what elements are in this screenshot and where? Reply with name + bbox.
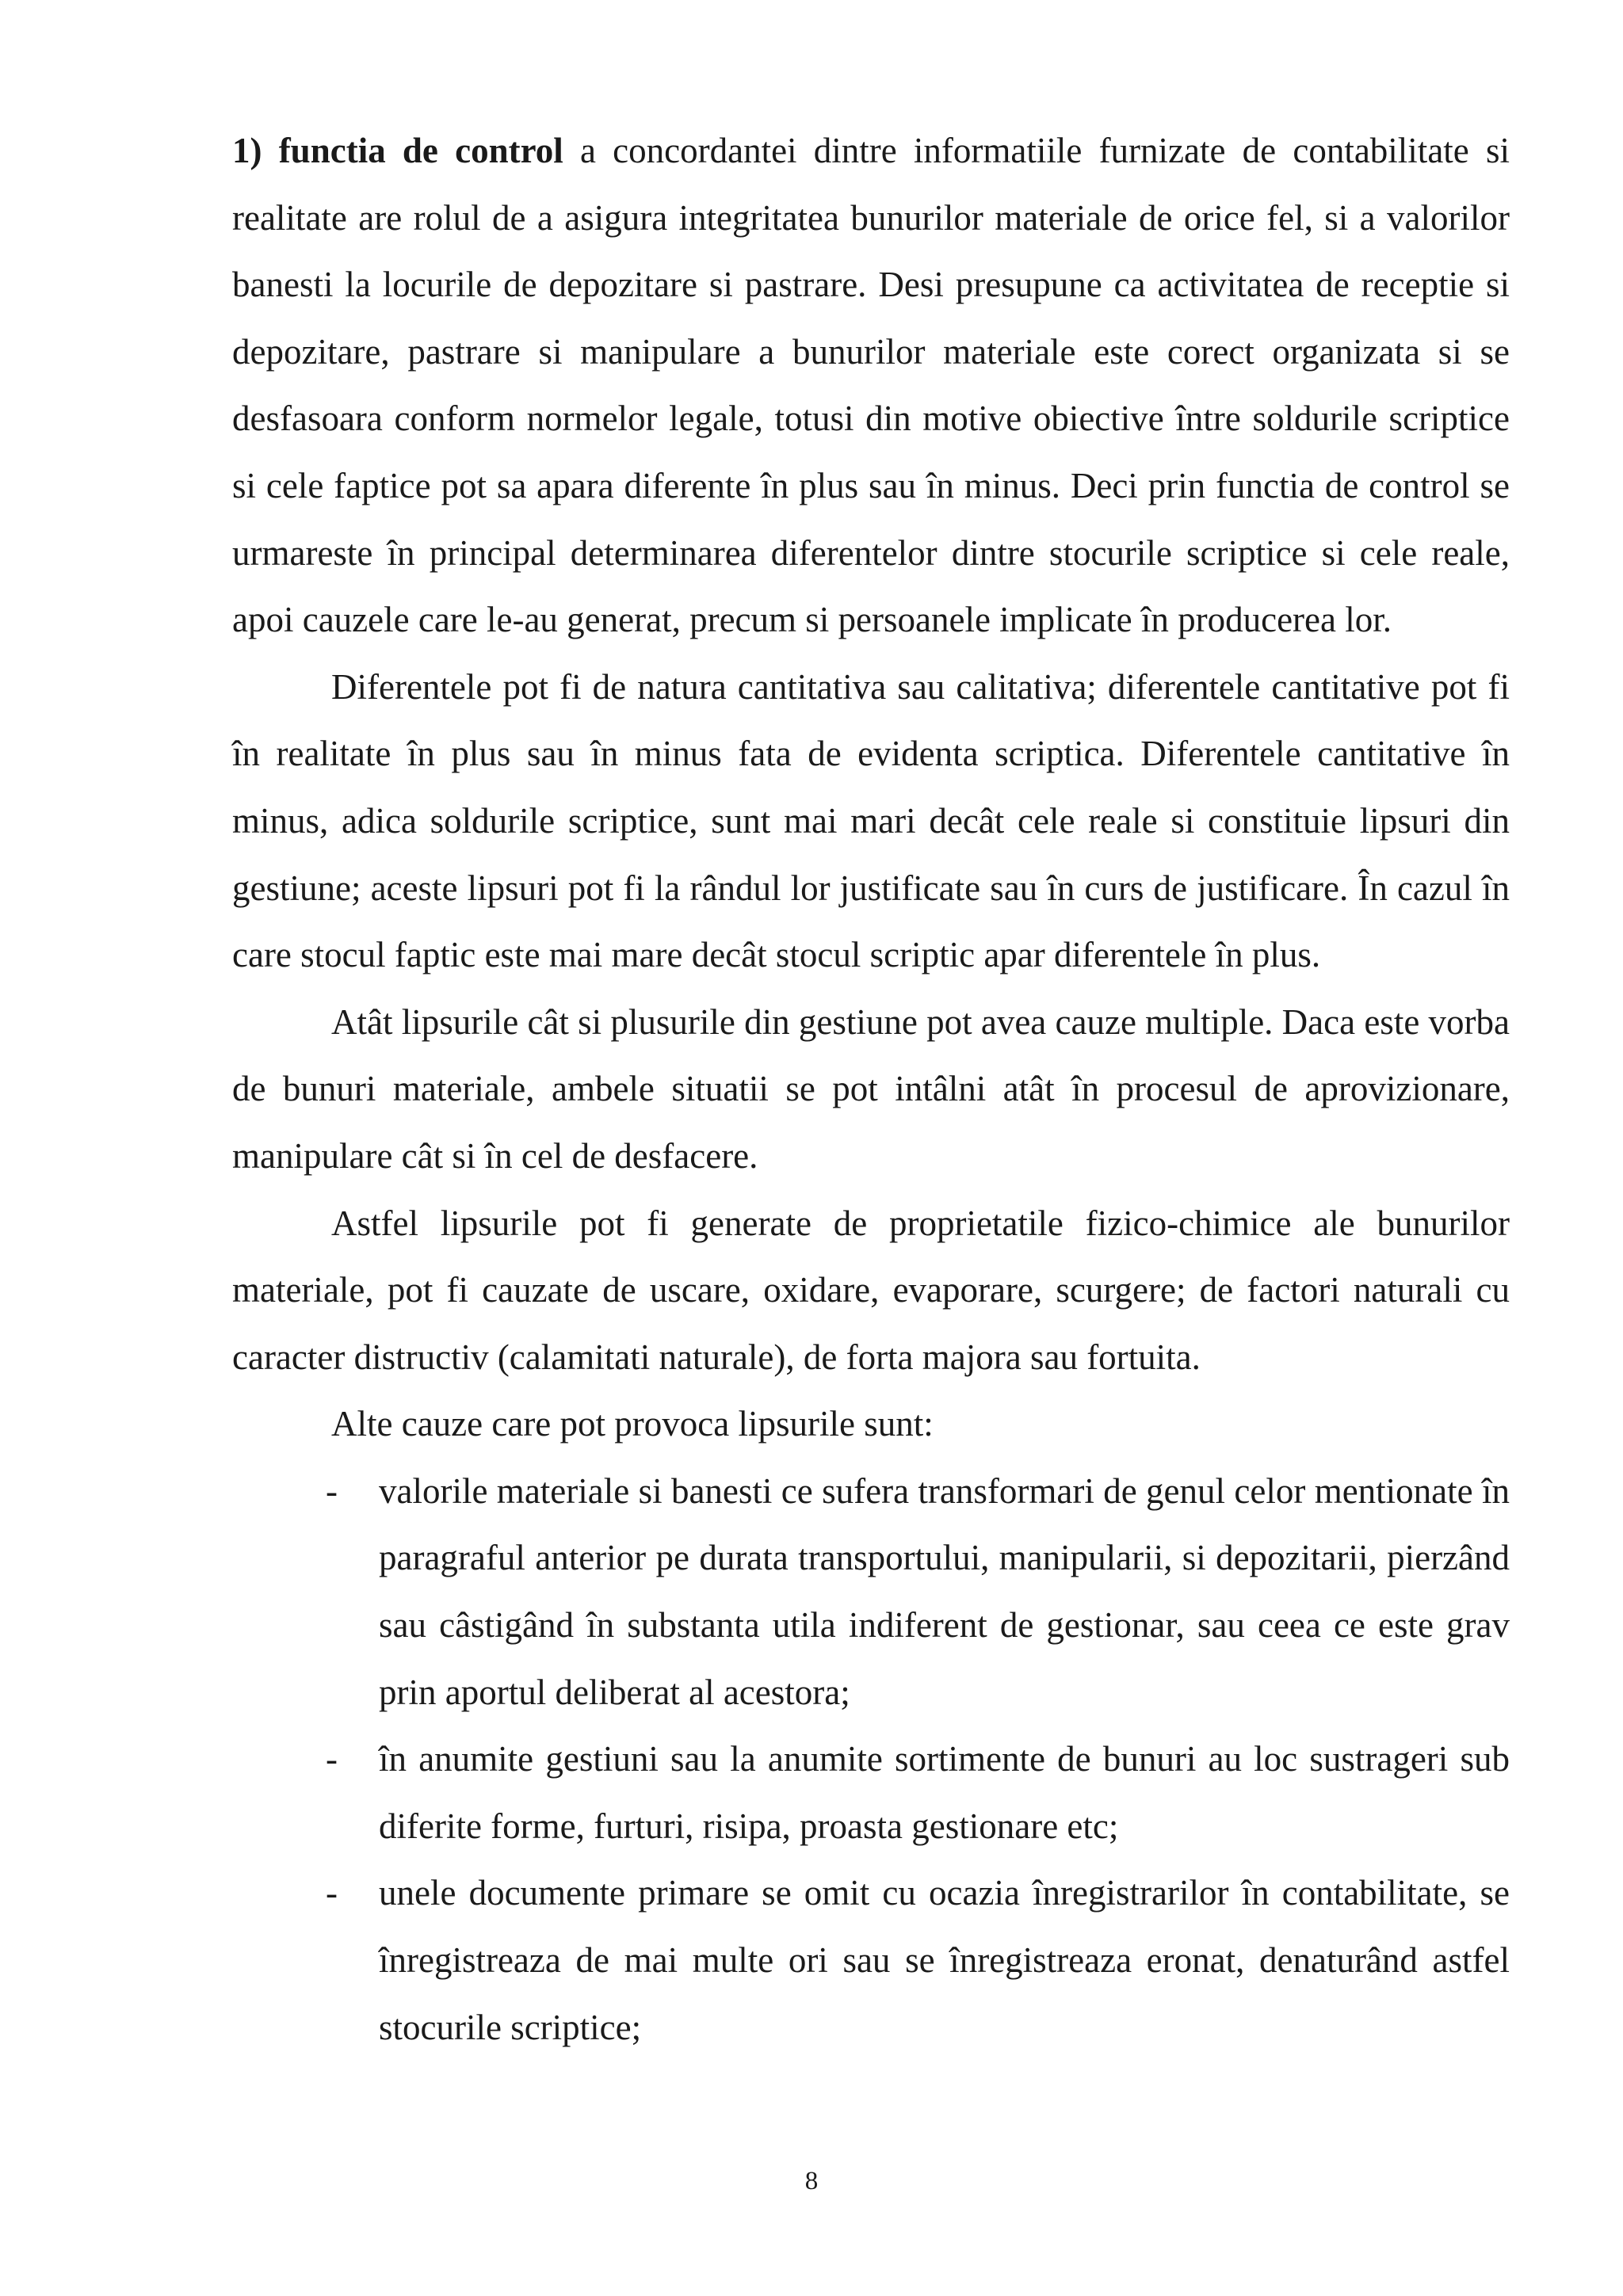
list-marker: - (326, 1470, 338, 1511)
list-item (232, 1859, 1510, 2061)
paragraph-control-function (232, 117, 1510, 654)
paragraph-differences: Diferentele pot fi de natura cantitativa sau calitativa; diferentele cantitative pot fi în realitate în plus sau în minus fata de evidenta scriptica. Diferentele cantitative în minus, adica soldurile scriptice, sunt mai mari decât cele reale si constituie lipsuri din gestiune; aceste lipsuri pot fi la rândul lor justificate sau în curs de justificare. În cazul în care stocul faptic este mai mare decât stocul scriptic apar diferentele în plus. (232, 666, 1510, 975)
paragraph-causes: Atât lipsurile cât si plusurile din gestiune pot avea cauze multiple. Daca este vorba de bunuri materiale, ambele situatii se pot intâlni atât în procesul de aprovizionare, manipulare cât si în cel de desfacere. (232, 1001, 1510, 1176)
control-function-heading: 1) functia de control (232, 131, 563, 170)
paragraph-text: a concordantei dintre informatiile furnizate de contabilitate si realitate are rolul de a asigura integritatea bunurilor materiale de orice fel, si a valorilor banesti la locurile de depozitare si pastrare. Desi presupune ca activitatea de receptie si depozitare, pastrare si manipulare a bunurilor materiale este corect organizata si se desfasoara conform normelor legale, totusi din motive obiective între soldurile scriptice si cele faptice pot sa apara diferente în plus sau în minus. Deci prin functia de control se urmareste în principal determinarea diferentelor dintre stocurile scriptice si cele reale, apoi cauzele care le-au generat, precum si persoanele implicate în producerea lor. (232, 131, 1510, 640)
list-marker: - (326, 1873, 338, 1913)
list-item (232, 1458, 1510, 1726)
paragraph-other-causes-intro: Alte cauze care pot provoca lipsurile sunt: (331, 1404, 934, 1444)
body-text (232, 117, 1510, 2061)
list-marker: - (326, 1739, 338, 1779)
paragraph-shortages: Astfel lipsurile pot fi generate de proprietatile fizico-chimice ale bunurilor materiale, pot fi cauzate de uscare, oxidare, evaporare, scurgere; de factori naturali cu caracter distructiv (calamitati naturale), de forta majora sau fortuita. (232, 1203, 1510, 1377)
list-item-text: în anumite gestiuni sau la anumite sortimente de bunuri au loc sustrageri sub diferite forme, furturi, risipa, proasta gestionare etc; (379, 1739, 1510, 1846)
list-item (232, 1726, 1510, 1859)
page-number: 8 (804, 2167, 819, 2195)
list-item-text: valorile materiale si banesti ce sufera transformari de genul celor mentionate în paragraful anterior pe durata transportului, manipularii, si depozitarii, pierzând sau câstigând în substanta utila indiferent de gestionar, sau ceea ce este grav prin aportul deliberat al acestora; (379, 1470, 1510, 1712)
list-item-text: unele documente primare se omit cu ocazia înregistrarilor în contabilitate, se înregistreaza de mai multe ori sau se înregistreaza eronat, denaturând astfel stocurile scriptice; (379, 1873, 1510, 2047)
causes-list (232, 1458, 1510, 2061)
